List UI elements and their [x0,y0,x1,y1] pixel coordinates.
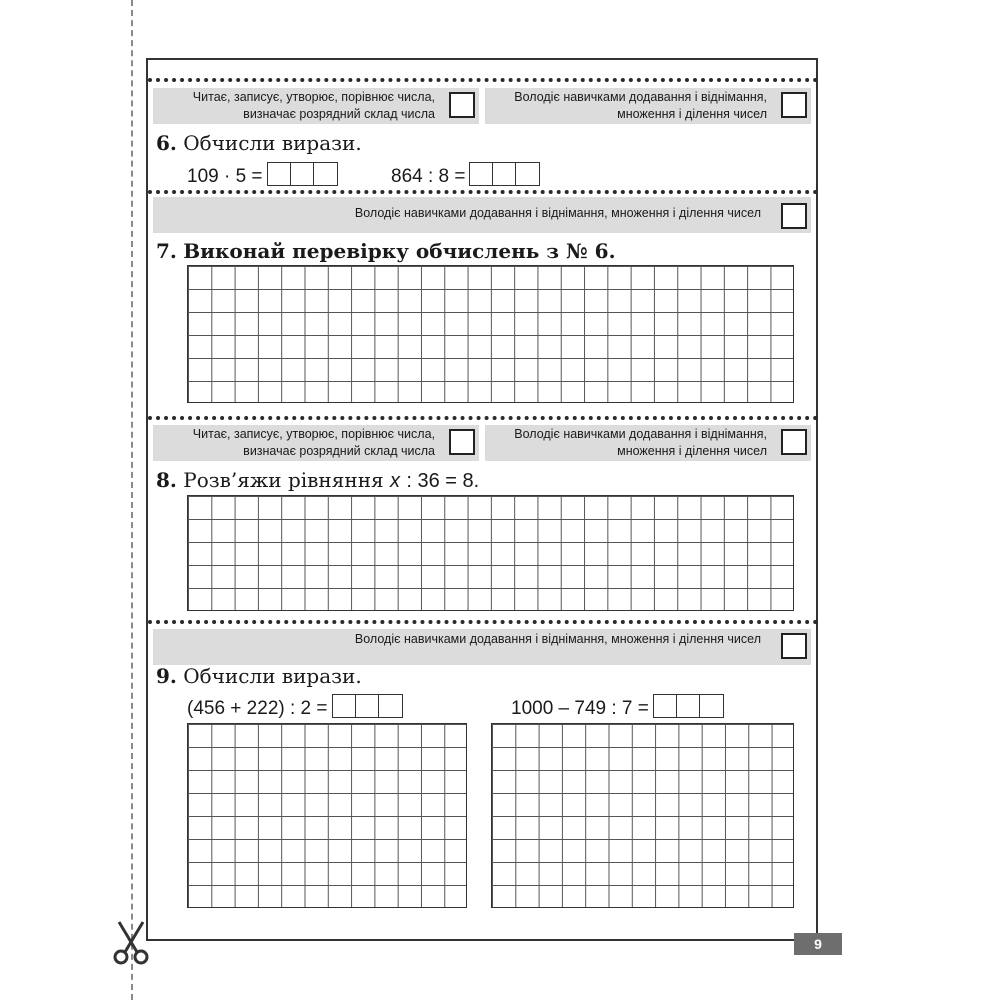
task-title: Обчисли вирази. [183,664,362,688]
skill-text: множення і ділення чисел [617,444,767,458]
skill-bar [153,197,811,233]
task-title: Розв’яжи рівняння [183,468,384,492]
answer-grid[interactable] [187,265,794,403]
expression-text: 1000 – 749 : 7 = [511,698,649,719]
skill-checkbox[interactable] [781,203,807,229]
skill-text: визначає розрядний склад числа [243,107,435,121]
task-number: 6. [156,131,177,155]
skill-checkbox[interactable] [449,429,475,455]
skill-text: Володіє навичками додавання і віднімання, множення і ділення чисел [354,206,761,220]
cut-line [131,0,133,1000]
skill-bar [485,88,811,124]
task-title: Обчисли вирази. [183,131,362,155]
skill-text: множення і ділення чисел [617,107,767,121]
task-7-heading [156,239,616,263]
skill-checkbox[interactable] [781,633,807,659]
skill-text: визначає розрядний склад числа [243,444,435,458]
skill-text: Володіє навичками додавання і віднімання, [514,90,767,104]
expression-text: 109 · 5 = [187,166,263,187]
equation-text: : 36 = 8. [406,470,480,492]
answer-box[interactable] [332,694,403,718]
skill-text: Володіє навичками додавання і віднімання, множення і ділення чисел [354,632,761,646]
dotted-divider [148,416,818,420]
dotted-divider [148,620,818,624]
expression-text: (456 + 222) : 2 = [187,698,328,719]
task-number: 9. [156,664,177,688]
task-6-expression-1 [187,162,338,188]
dotted-divider [148,190,818,194]
answer-grid[interactable] [187,723,467,908]
task-8-heading [156,468,479,493]
skill-checkbox[interactable] [781,429,807,455]
task-title: Виконай перевірку обчислень з № 6. [183,239,616,263]
task-6-expression-2 [391,162,540,188]
answer-box[interactable] [469,162,540,186]
task-number: 8. [156,468,177,492]
answer-box[interactable] [653,694,724,718]
skill-text: Володіє навичками додавання і віднімання, [514,427,767,441]
skill-checkbox[interactable] [781,92,807,118]
task-9-heading [156,664,362,688]
skill-bar [153,88,479,124]
task-6-heading [156,131,362,155]
task-9-expression-2 [511,694,724,720]
expression-text: 864 : 8 = [391,166,466,187]
task-9-expression-1 [187,694,403,720]
skill-bar [485,425,811,461]
page-number: 9 [794,933,842,955]
answer-grid[interactable] [187,495,794,611]
skill-text: Читає, записує, утворює, порівнює числа, [192,90,435,104]
equation-variable: x [390,470,401,492]
answer-box[interactable] [267,162,338,186]
skill-bar [153,629,811,665]
skill-bar [153,425,479,461]
skill-checkbox[interactable] [449,92,475,118]
skill-text: Читає, записує, утворює, порівнює числа, [192,427,435,441]
task-number: 7. [156,239,177,263]
dotted-divider [148,78,818,82]
answer-grid[interactable] [491,723,794,908]
